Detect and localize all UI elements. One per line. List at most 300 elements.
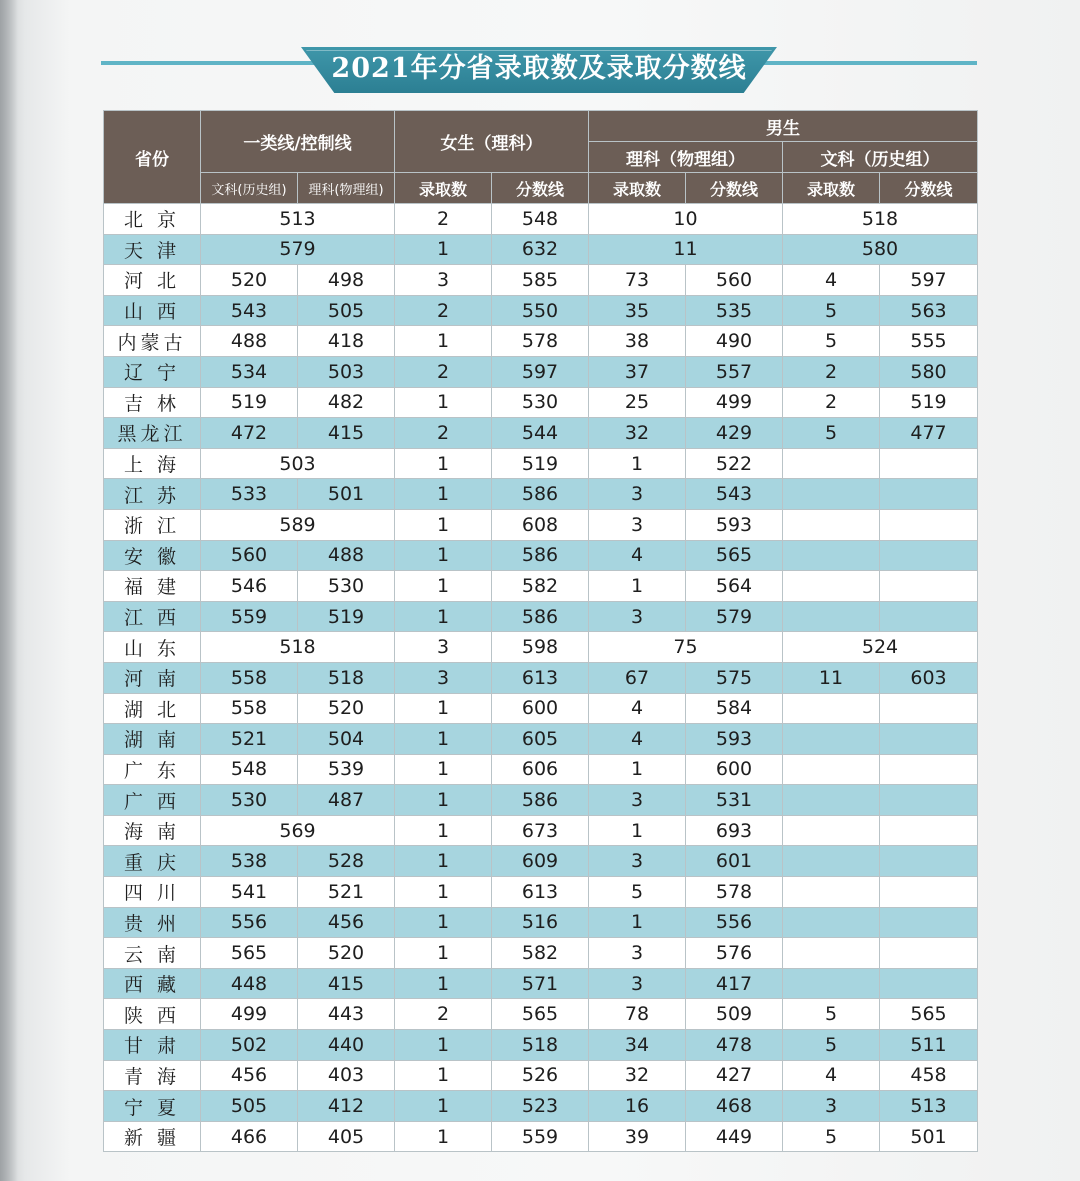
male-science-admitted-cell: 32 xyxy=(589,418,686,449)
female-admitted-cell: 1 xyxy=(395,846,492,877)
female-score-cell: 518 xyxy=(492,1030,589,1061)
table-row xyxy=(104,907,978,938)
table-row xyxy=(104,632,978,663)
male-arts-score-cell xyxy=(880,938,978,969)
table-row xyxy=(104,295,978,326)
male-arts-score-cell: 511 xyxy=(880,1030,978,1061)
control-line-cell: 589 xyxy=(201,509,395,540)
table-row xyxy=(104,968,978,999)
province-cell: 山 东 xyxy=(104,632,201,663)
control-arts-cell: 519 xyxy=(201,387,298,418)
header-male-arts-admitted: 录取数 xyxy=(783,173,880,204)
male-science-score-cell: 565 xyxy=(686,540,783,571)
male-science-score-cell: 535 xyxy=(686,295,783,326)
control-arts-cell: 502 xyxy=(201,1030,298,1061)
control-line-cell: 518 xyxy=(201,632,395,663)
male-science-admitted-cell: 16 xyxy=(589,1091,686,1122)
control-arts-cell: 505 xyxy=(201,1091,298,1122)
male-arts-score-cell xyxy=(880,448,978,479)
control-line-cell: 503 xyxy=(201,448,395,479)
male-science-score-cell: 522 xyxy=(686,448,783,479)
control-science-cell: 530 xyxy=(298,571,395,602)
control-arts-cell: 558 xyxy=(201,693,298,724)
table-row xyxy=(104,846,978,877)
male-science-admitted-cell: 1 xyxy=(589,448,686,479)
control-science-cell: 405 xyxy=(298,1121,395,1152)
male-arts-score-cell: 603 xyxy=(880,662,978,693)
female-score-cell: 559 xyxy=(492,1121,589,1152)
male-science-merged-cell: 10 xyxy=(589,204,783,235)
female-admitted-cell: 2 xyxy=(395,999,492,1030)
female-score-cell: 586 xyxy=(492,479,589,510)
female-admitted-cell: 1 xyxy=(395,724,492,755)
male-arts-score-cell: 565 xyxy=(880,999,978,1030)
male-arts-score-cell xyxy=(880,877,978,908)
female-score-cell: 605 xyxy=(492,724,589,755)
male-arts-admitted-cell xyxy=(783,693,880,724)
male-arts-score-cell: 477 xyxy=(880,418,978,449)
male-arts-admitted-cell xyxy=(783,877,880,908)
male-science-score-cell: 600 xyxy=(686,754,783,785)
male-arts-admitted-cell: 5 xyxy=(783,1030,880,1061)
male-science-admitted-cell: 37 xyxy=(589,356,686,387)
male-science-score-cell: 593 xyxy=(686,509,783,540)
province-cell: 重 庆 xyxy=(104,846,201,877)
table-row xyxy=(104,509,978,540)
table-row xyxy=(104,234,978,265)
control-arts-cell: 472 xyxy=(201,418,298,449)
table-row xyxy=(104,999,978,1030)
male-science-admitted-cell: 4 xyxy=(589,540,686,571)
male-arts-score-cell xyxy=(880,815,978,846)
female-score-cell: 548 xyxy=(492,204,589,235)
province-cell: 湖 北 xyxy=(104,693,201,724)
header-male-sci-score: 分数线 xyxy=(686,173,783,204)
male-science-score-cell: 557 xyxy=(686,356,783,387)
male-arts-merged-cell: 518 xyxy=(783,204,978,235)
male-arts-score-cell: 580 xyxy=(880,356,978,387)
table-row xyxy=(104,601,978,632)
header-male-arts-score: 分数线 xyxy=(880,173,978,204)
male-science-admitted-cell: 3 xyxy=(589,938,686,969)
male-arts-admitted-cell: 11 xyxy=(783,662,880,693)
male-science-score-cell: 478 xyxy=(686,1030,783,1061)
male-arts-merged-cell: 524 xyxy=(783,632,978,663)
female-admitted-cell: 1 xyxy=(395,509,492,540)
female-admitted-cell: 3 xyxy=(395,662,492,693)
control-arts-cell: 558 xyxy=(201,662,298,693)
control-science-cell: 503 xyxy=(298,356,395,387)
control-arts-cell: 546 xyxy=(201,571,298,602)
page-title: 2021年分省录取数及录取分数线 xyxy=(331,53,747,84)
control-arts-cell: 530 xyxy=(201,785,298,816)
female-admitted-cell: 1 xyxy=(395,1030,492,1061)
female-admitted-cell: 1 xyxy=(395,448,492,479)
control-arts-cell: 556 xyxy=(201,907,298,938)
province-cell: 上 海 xyxy=(104,448,201,479)
female-score-cell: 526 xyxy=(492,1060,589,1091)
male-arts-admitted-cell: 5 xyxy=(783,418,880,449)
table-row xyxy=(104,204,978,235)
male-science-admitted-cell: 1 xyxy=(589,907,686,938)
province-cell: 西 藏 xyxy=(104,968,201,999)
header-female-score: 分数线 xyxy=(492,173,589,204)
male-arts-score-cell xyxy=(880,693,978,724)
male-arts-score-cell xyxy=(880,724,978,755)
male-science-admitted-cell: 3 xyxy=(589,785,686,816)
control-arts-cell: 559 xyxy=(201,601,298,632)
male-arts-score-cell xyxy=(880,571,978,602)
male-arts-admitted-cell: 2 xyxy=(783,356,880,387)
province-cell: 四 川 xyxy=(104,877,201,908)
female-admitted-cell: 1 xyxy=(395,1121,492,1152)
male-science-score-cell: 584 xyxy=(686,693,783,724)
female-score-cell: 519 xyxy=(492,448,589,479)
province-cell: 黑龙江 xyxy=(104,418,201,449)
female-admitted-cell: 1 xyxy=(395,571,492,602)
male-science-score-cell: 417 xyxy=(686,968,783,999)
province-cell: 海 南 xyxy=(104,815,201,846)
table-row xyxy=(104,1121,978,1152)
province-cell: 江 西 xyxy=(104,601,201,632)
female-score-cell: 613 xyxy=(492,877,589,908)
control-science-cell: 519 xyxy=(298,601,395,632)
province-cell: 山 西 xyxy=(104,295,201,326)
male-science-admitted-cell: 38 xyxy=(589,326,686,357)
control-science-cell: 440 xyxy=(298,1030,395,1061)
female-score-cell: 586 xyxy=(492,785,589,816)
header-male-sci-admitted: 录取数 xyxy=(589,173,686,204)
province-cell: 河 北 xyxy=(104,265,201,296)
male-arts-admitted-cell xyxy=(783,938,880,969)
table-row xyxy=(104,387,978,418)
header-male-arts: 文科（历史组） xyxy=(783,142,978,173)
male-science-score-cell: 593 xyxy=(686,724,783,755)
table-row xyxy=(104,479,978,510)
female-admitted-cell: 1 xyxy=(395,785,492,816)
table-header xyxy=(104,111,978,204)
female-score-cell: 586 xyxy=(492,601,589,632)
table-row xyxy=(104,785,978,816)
control-arts-cell: 548 xyxy=(201,754,298,785)
male-science-admitted-cell: 3 xyxy=(589,601,686,632)
male-science-score-cell: 564 xyxy=(686,571,783,602)
control-arts-cell: 538 xyxy=(201,846,298,877)
province-cell: 吉 林 xyxy=(104,387,201,418)
province-cell: 宁 夏 xyxy=(104,1091,201,1122)
male-science-score-cell: 429 xyxy=(686,418,783,449)
control-science-cell: 487 xyxy=(298,785,395,816)
male-arts-admitted-cell xyxy=(783,907,880,938)
female-score-cell: 516 xyxy=(492,907,589,938)
male-science-admitted-cell: 4 xyxy=(589,693,686,724)
male-science-score-cell: 509 xyxy=(686,999,783,1030)
female-admitted-cell: 1 xyxy=(395,693,492,724)
male-science-score-cell: 543 xyxy=(686,479,783,510)
province-cell: 江 苏 xyxy=(104,479,201,510)
male-science-admitted-cell: 78 xyxy=(589,999,686,1030)
province-cell: 广 东 xyxy=(104,754,201,785)
province-cell: 新 疆 xyxy=(104,1121,201,1152)
header-ctrl-science: 理科(物理组) xyxy=(298,173,395,204)
male-science-admitted-cell: 73 xyxy=(589,265,686,296)
male-arts-admitted-cell xyxy=(783,479,880,510)
male-arts-score-cell xyxy=(880,754,978,785)
male-arts-admitted-cell: 5 xyxy=(783,999,880,1030)
table-row xyxy=(104,693,978,724)
province-cell: 广 西 xyxy=(104,785,201,816)
province-cell: 北 京 xyxy=(104,204,201,235)
female-score-cell: 523 xyxy=(492,1091,589,1122)
female-admitted-cell: 1 xyxy=(395,326,492,357)
male-science-score-cell: 578 xyxy=(686,877,783,908)
female-score-cell: 530 xyxy=(492,387,589,418)
male-arts-score-cell xyxy=(880,846,978,877)
male-arts-score-cell: 513 xyxy=(880,1091,978,1122)
male-science-admitted-cell: 32 xyxy=(589,1060,686,1091)
male-arts-admitted-cell: 5 xyxy=(783,326,880,357)
male-arts-admitted-cell xyxy=(783,815,880,846)
table-row xyxy=(104,1091,978,1122)
header-male: 男生 xyxy=(589,111,978,142)
female-score-cell: 578 xyxy=(492,326,589,357)
male-arts-admitted-cell xyxy=(783,601,880,632)
table-row xyxy=(104,815,978,846)
header-male-science: 理科（物理组） xyxy=(589,142,783,173)
female-admitted-cell: 1 xyxy=(395,1060,492,1091)
header-ctrl-arts: 文科(历史组) xyxy=(201,173,298,204)
male-arts-admitted-cell xyxy=(783,968,880,999)
male-arts-score-cell: 597 xyxy=(880,265,978,296)
admission-table xyxy=(103,110,978,1152)
male-science-admitted-cell: 3 xyxy=(589,846,686,877)
male-arts-score-cell: 519 xyxy=(880,387,978,418)
male-science-admitted-cell: 3 xyxy=(589,509,686,540)
control-science-cell: 518 xyxy=(298,662,395,693)
male-science-admitted-cell: 67 xyxy=(589,662,686,693)
male-science-score-cell: 449 xyxy=(686,1121,783,1152)
male-science-score-cell: 490 xyxy=(686,326,783,357)
female-score-cell: 565 xyxy=(492,999,589,1030)
province-cell: 福 建 xyxy=(104,571,201,602)
male-science-score-cell: 560 xyxy=(686,265,783,296)
male-science-admitted-cell: 3 xyxy=(589,479,686,510)
page-edge-shadow xyxy=(0,0,18,1181)
female-score-cell: 673 xyxy=(492,815,589,846)
male-arts-admitted-cell: 4 xyxy=(783,265,880,296)
male-science-admitted-cell: 39 xyxy=(589,1121,686,1152)
male-arts-score-cell xyxy=(880,479,978,510)
male-arts-admitted-cell xyxy=(783,448,880,479)
female-score-cell: 586 xyxy=(492,540,589,571)
table-row xyxy=(104,540,978,571)
male-science-admitted-cell: 5 xyxy=(589,877,686,908)
female-admitted-cell: 1 xyxy=(395,938,492,969)
table-row xyxy=(104,1060,978,1091)
province-cell: 青 海 xyxy=(104,1060,201,1091)
control-arts-cell: 521 xyxy=(201,724,298,755)
male-science-admitted-cell: 1 xyxy=(589,815,686,846)
control-arts-cell: 466 xyxy=(201,1121,298,1152)
female-admitted-cell: 1 xyxy=(395,234,492,265)
male-science-score-cell: 556 xyxy=(686,907,783,938)
female-admitted-cell: 2 xyxy=(395,295,492,326)
female-score-cell: 582 xyxy=(492,938,589,969)
province-cell: 浙 江 xyxy=(104,509,201,540)
title-banner xyxy=(101,40,977,95)
male-science-score-cell: 575 xyxy=(686,662,783,693)
control-arts-cell: 543 xyxy=(201,295,298,326)
male-arts-score-cell: 563 xyxy=(880,295,978,326)
control-science-cell: 412 xyxy=(298,1091,395,1122)
control-line-cell: 579 xyxy=(201,234,395,265)
female-score-cell: 600 xyxy=(492,693,589,724)
female-admitted-cell: 2 xyxy=(395,418,492,449)
control-arts-cell: 533 xyxy=(201,479,298,510)
male-arts-merged-cell: 580 xyxy=(783,234,978,265)
control-science-cell: 528 xyxy=(298,846,395,877)
male-science-score-cell: 427 xyxy=(686,1060,783,1091)
province-cell: 陕 西 xyxy=(104,999,201,1030)
male-arts-admitted-cell xyxy=(783,571,880,602)
female-score-cell: 632 xyxy=(492,234,589,265)
male-arts-admitted-cell xyxy=(783,846,880,877)
control-science-cell: 456 xyxy=(298,907,395,938)
male-science-merged-cell: 11 xyxy=(589,234,783,265)
female-score-cell: 608 xyxy=(492,509,589,540)
female-admitted-cell: 1 xyxy=(395,479,492,510)
control-arts-cell: 565 xyxy=(201,938,298,969)
header-control-line: 一类线/控制线 xyxy=(201,111,395,173)
table-row xyxy=(104,571,978,602)
control-science-cell: 443 xyxy=(298,999,395,1030)
female-admitted-cell: 1 xyxy=(395,754,492,785)
table-row xyxy=(104,724,978,755)
female-score-cell: 582 xyxy=(492,571,589,602)
male-science-score-cell: 531 xyxy=(686,785,783,816)
male-science-admitted-cell: 1 xyxy=(589,571,686,602)
female-admitted-cell: 2 xyxy=(395,356,492,387)
male-arts-score-cell xyxy=(880,509,978,540)
table-row xyxy=(104,265,978,296)
control-arts-cell: 520 xyxy=(201,265,298,296)
male-arts-score-cell xyxy=(880,907,978,938)
male-science-admitted-cell: 34 xyxy=(589,1030,686,1061)
table-row xyxy=(104,938,978,969)
female-score-cell: 585 xyxy=(492,265,589,296)
province-cell: 河 南 xyxy=(104,662,201,693)
male-science-admitted-cell: 25 xyxy=(589,387,686,418)
table-body xyxy=(104,204,978,1152)
female-admitted-cell: 2 xyxy=(395,204,492,235)
male-science-score-cell: 468 xyxy=(686,1091,783,1122)
province-cell: 云 南 xyxy=(104,938,201,969)
female-admitted-cell: 1 xyxy=(395,877,492,908)
male-science-merged-cell: 75 xyxy=(589,632,783,663)
female-score-cell: 571 xyxy=(492,968,589,999)
female-score-cell: 606 xyxy=(492,754,589,785)
control-science-cell: 501 xyxy=(298,479,395,510)
control-arts-cell: 488 xyxy=(201,326,298,357)
control-science-cell: 520 xyxy=(298,938,395,969)
header-female-admitted: 录取数 xyxy=(395,173,492,204)
control-science-cell: 498 xyxy=(298,265,395,296)
female-score-cell: 609 xyxy=(492,846,589,877)
male-arts-score-cell xyxy=(880,968,978,999)
male-arts-score-cell xyxy=(880,785,978,816)
male-science-score-cell: 601 xyxy=(686,846,783,877)
male-arts-admitted-cell xyxy=(783,785,880,816)
control-science-cell: 418 xyxy=(298,326,395,357)
male-arts-score-cell: 555 xyxy=(880,326,978,357)
female-score-cell: 544 xyxy=(492,418,589,449)
control-science-cell: 488 xyxy=(298,540,395,571)
male-arts-admitted-cell xyxy=(783,509,880,540)
female-admitted-cell: 1 xyxy=(395,907,492,938)
male-arts-admitted-cell: 2 xyxy=(783,387,880,418)
control-science-cell: 482 xyxy=(298,387,395,418)
male-science-score-cell: 499 xyxy=(686,387,783,418)
province-cell: 甘 肃 xyxy=(104,1030,201,1061)
male-arts-score-cell: 458 xyxy=(880,1060,978,1091)
province-cell: 天 津 xyxy=(104,234,201,265)
province-cell: 辽 宁 xyxy=(104,356,201,387)
control-science-cell: 539 xyxy=(298,754,395,785)
control-line-cell: 513 xyxy=(201,204,395,235)
header-female: 女生（理科） xyxy=(395,111,589,173)
female-admitted-cell: 1 xyxy=(395,968,492,999)
control-arts-cell: 560 xyxy=(201,540,298,571)
female-score-cell: 550 xyxy=(492,295,589,326)
control-science-cell: 403 xyxy=(298,1060,395,1091)
control-science-cell: 521 xyxy=(298,877,395,908)
female-admitted-cell: 1 xyxy=(395,1091,492,1122)
female-admitted-cell: 1 xyxy=(395,387,492,418)
control-arts-cell: 534 xyxy=(201,356,298,387)
control-arts-cell: 541 xyxy=(201,877,298,908)
control-arts-cell: 499 xyxy=(201,999,298,1030)
male-arts-score-cell xyxy=(880,540,978,571)
table-row xyxy=(104,754,978,785)
male-science-score-cell: 579 xyxy=(686,601,783,632)
province-cell: 安 徽 xyxy=(104,540,201,571)
control-line-cell: 569 xyxy=(201,815,395,846)
province-cell: 内蒙古 xyxy=(104,326,201,357)
female-admitted-cell: 1 xyxy=(395,601,492,632)
control-science-cell: 415 xyxy=(298,968,395,999)
male-arts-admitted-cell xyxy=(783,540,880,571)
male-arts-admitted-cell xyxy=(783,724,880,755)
table-row xyxy=(104,418,978,449)
male-science-admitted-cell: 3 xyxy=(589,968,686,999)
female-admitted-cell: 1 xyxy=(395,815,492,846)
control-science-cell: 505 xyxy=(298,295,395,326)
male-science-score-cell: 693 xyxy=(686,815,783,846)
female-admitted-cell: 3 xyxy=(395,265,492,296)
male-arts-score-cell xyxy=(880,601,978,632)
province-cell: 贵 州 xyxy=(104,907,201,938)
male-arts-score-cell: 501 xyxy=(880,1121,978,1152)
male-science-admitted-cell: 35 xyxy=(589,295,686,326)
male-arts-admitted-cell: 5 xyxy=(783,295,880,326)
control-science-cell: 504 xyxy=(298,724,395,755)
table-row xyxy=(104,877,978,908)
female-admitted-cell: 3 xyxy=(395,632,492,663)
female-score-cell: 598 xyxy=(492,632,589,663)
male-arts-admitted-cell: 5 xyxy=(783,1121,880,1152)
table-row xyxy=(104,356,978,387)
male-science-admitted-cell: 4 xyxy=(589,724,686,755)
